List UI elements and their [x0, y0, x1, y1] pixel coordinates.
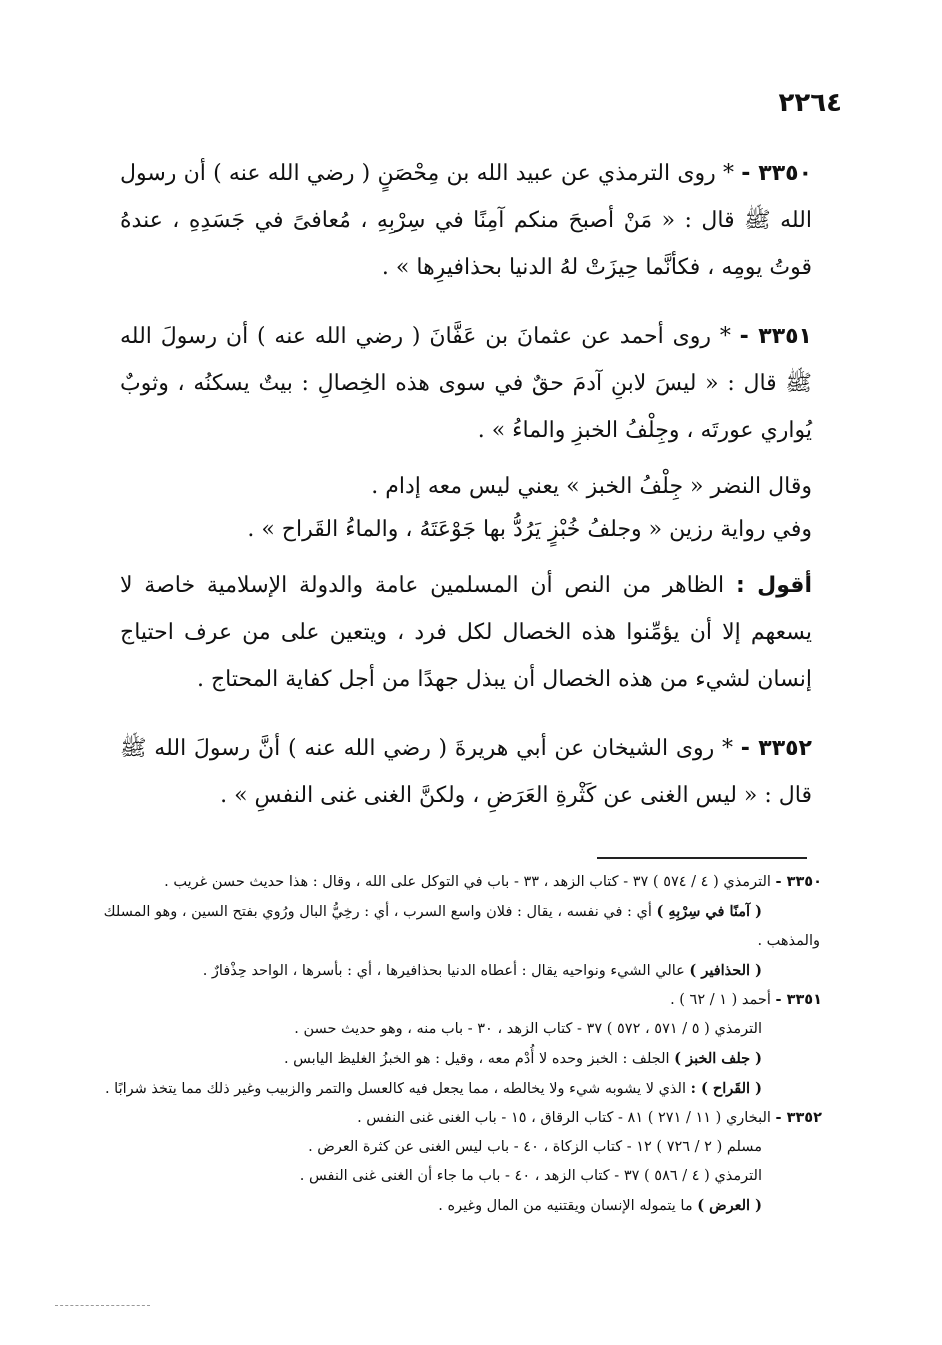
commentary-text: الظاهر من النص أن المسلمين عامة والدولة الإسلامية خاصة لا يسعهم إلا أن يؤمِّنوا هذه الخصال لكل فرد ، ويتعين على من عرف احتياج إنسان لشيء من هذه الخصال أن يبذل جهدًا من أجل كفاية المحتاج .: [120, 573, 812, 692]
footnotes: [105, 868, 822, 1221]
narration-note: [120, 464, 812, 509]
footnote-number: ٣٣٥١ -: [775, 992, 822, 1008]
footnote-separator: [597, 857, 807, 859]
footnote-text: الترمذي ( ٤ / ٥٨٦ ) ٣٧ - كتاب الزهد ، ٤٠ - باب ما جاء أن الغنى غنى النفس .: [299, 1168, 762, 1184]
note-lead: وقال النضر: [710, 474, 812, 499]
footnote-line: [105, 1191, 822, 1221]
note-text: « جِلْفُ الخبز » يعني ليس معه إدام .: [371, 474, 704, 499]
footnote-text: ما يتموله الإنسان ويقتنيه من المال وغيره .: [438, 1198, 693, 1214]
footnote-text: والمذهب .: [757, 933, 820, 949]
footnote-term: ( آمنًا في سِرْبِهِ ): [656, 903, 762, 920]
footnote-line: [105, 1104, 822, 1133]
commentary-lead: أقول :: [735, 573, 812, 598]
footnote-line: [105, 868, 822, 897]
footnote-text: البخاري ( ١١ / ٢٧١ ) ٨١ - كتاب الرقاق ، ١٥ - باب الغنى غنى النفس .: [357, 1110, 771, 1126]
scan-artifact-line: [55, 1305, 150, 1306]
footnote-line: [105, 1162, 822, 1191]
footnote-text: مسلم ( ٢ / ٧٢٦ ) ١٢ - كتاب الزكاة ، ٤٠ - باب ليس الغنى عن كثرة العرض .: [308, 1139, 762, 1155]
footnote-text: الذي لا يشوبه شيء ولا يخالطه ، مما يجعل فيه كالعسل والتمر والزبيب وغير ذلك مما يتخذ شرابًا .: [104, 1081, 686, 1097]
main-text: [120, 150, 812, 841]
footnote-term: ( القَراح ) :: [690, 1080, 762, 1097]
footnote-line: [105, 1015, 822, 1044]
hadith-number: ٣٣٥٠ -: [741, 161, 813, 186]
note-text: « وجلفُ خُبْزٍ يَرُدُّ بها جَوْعَتَهُ ، والماءُ القَراح » .: [247, 517, 663, 542]
footnote-line: [105, 897, 822, 927]
footnote-text: عالي الشيء ونواحيه يقال : أعطاه الدنيا بحذافيرها ، أي : بأسرها ، الواحد حِذْفارٌ .: [202, 963, 685, 979]
footnote-text: الترمذي ( ٤ / ٥٧٤ ) ٣٧ - كتاب الزهد ، ٣٣ - باب في التوكل على الله ، وقال : هذا حديث حسن غريب .: [164, 874, 771, 890]
hadith-number: ٣٣٥٢ -: [740, 736, 812, 761]
footnote-text: الجلف : الخبز وحده لا أُدْم معه ، وقيل : هو الخبزُ الغليظ اليابس .: [283, 1051, 670, 1067]
footnote-term: ( العرض ): [697, 1197, 762, 1214]
hadith-text: * روى الشيخان عن أبي هريرةَ ( رضي الله عنه ) أنَّ رسولَ الله ﷺ قال : « ليس الغنى عن كَثْرةِ العَرَضِ ، ولكنَّ الغنى غنى النفسِ » .: [120, 736, 812, 808]
footnote-line: [105, 1074, 822, 1104]
footnote-text: أي : في نفسه ، يقال : فلان واسع السرب ، أي : رخِيُّ البال ورُوي بفتح السين ، وهو المسلك: [103, 904, 652, 920]
hadith-number: ٣٣٥١ -: [739, 324, 812, 349]
hadith-3352: [120, 725, 812, 819]
hadith-text: * روى أحمد عن عثمانَ بن عَفَّانَ ( رضي الله عنه ) أن رسولَ الله ﷺ قال : « ليسَ لابنِ آدمَ حقٌ في سوى هذه الخِصالِ : بيتٌ يسكنُه ، وثوبٌ يُواري عورتَه ، وجِلْفُ الخبزِ والماءُ » .: [120, 324, 812, 443]
hadith-3351: [120, 313, 812, 454]
footnote-line: [105, 1044, 822, 1074]
page-number: ٢٢٦٤: [778, 88, 842, 118]
narration-note: [120, 507, 812, 552]
footnote-line: [105, 986, 822, 1015]
footnote-term: ( الحذافير ): [689, 962, 762, 979]
footnote-line: [105, 956, 822, 986]
footnote-number: ٣٣٥٠ -: [775, 874, 822, 890]
footnote-number: ٣٣٥٢ -: [775, 1110, 822, 1126]
hadith-3350: [120, 150, 812, 291]
footnote-line: [105, 1133, 822, 1162]
note-lead: وفي رواية رزين: [669, 517, 812, 542]
hadith-text: * روى الترمذي عن عبيد الله بن مِحْصَنٍ ( رضي الله عنه ) أن رسول الله ﷺ قال : « مَنْ أصبحَ منكم آمِنًا في سِرْبِهِ ، مُعافىً في جَسَدِهِ ، عندهُ قوتُ يومِه ، فكأنَّما حِيزَتْ لهُ الدنيا بحذافيرِها » .: [120, 161, 812, 280]
footnote-line: [105, 927, 822, 956]
footnote-term: ( جلف الخبز ): [674, 1050, 762, 1067]
footnote-text: الترمذي ( ٥ / ٥٧١ ، ٥٧٢ ) ٣٧ - كتاب الزهد ، ٣٠ - باب منه ، وهو حديث حسن .: [294, 1021, 762, 1037]
author-commentary: [120, 562, 812, 703]
footnote-text: أحمد ( ١ / ٦٢ ) .: [670, 992, 771, 1008]
